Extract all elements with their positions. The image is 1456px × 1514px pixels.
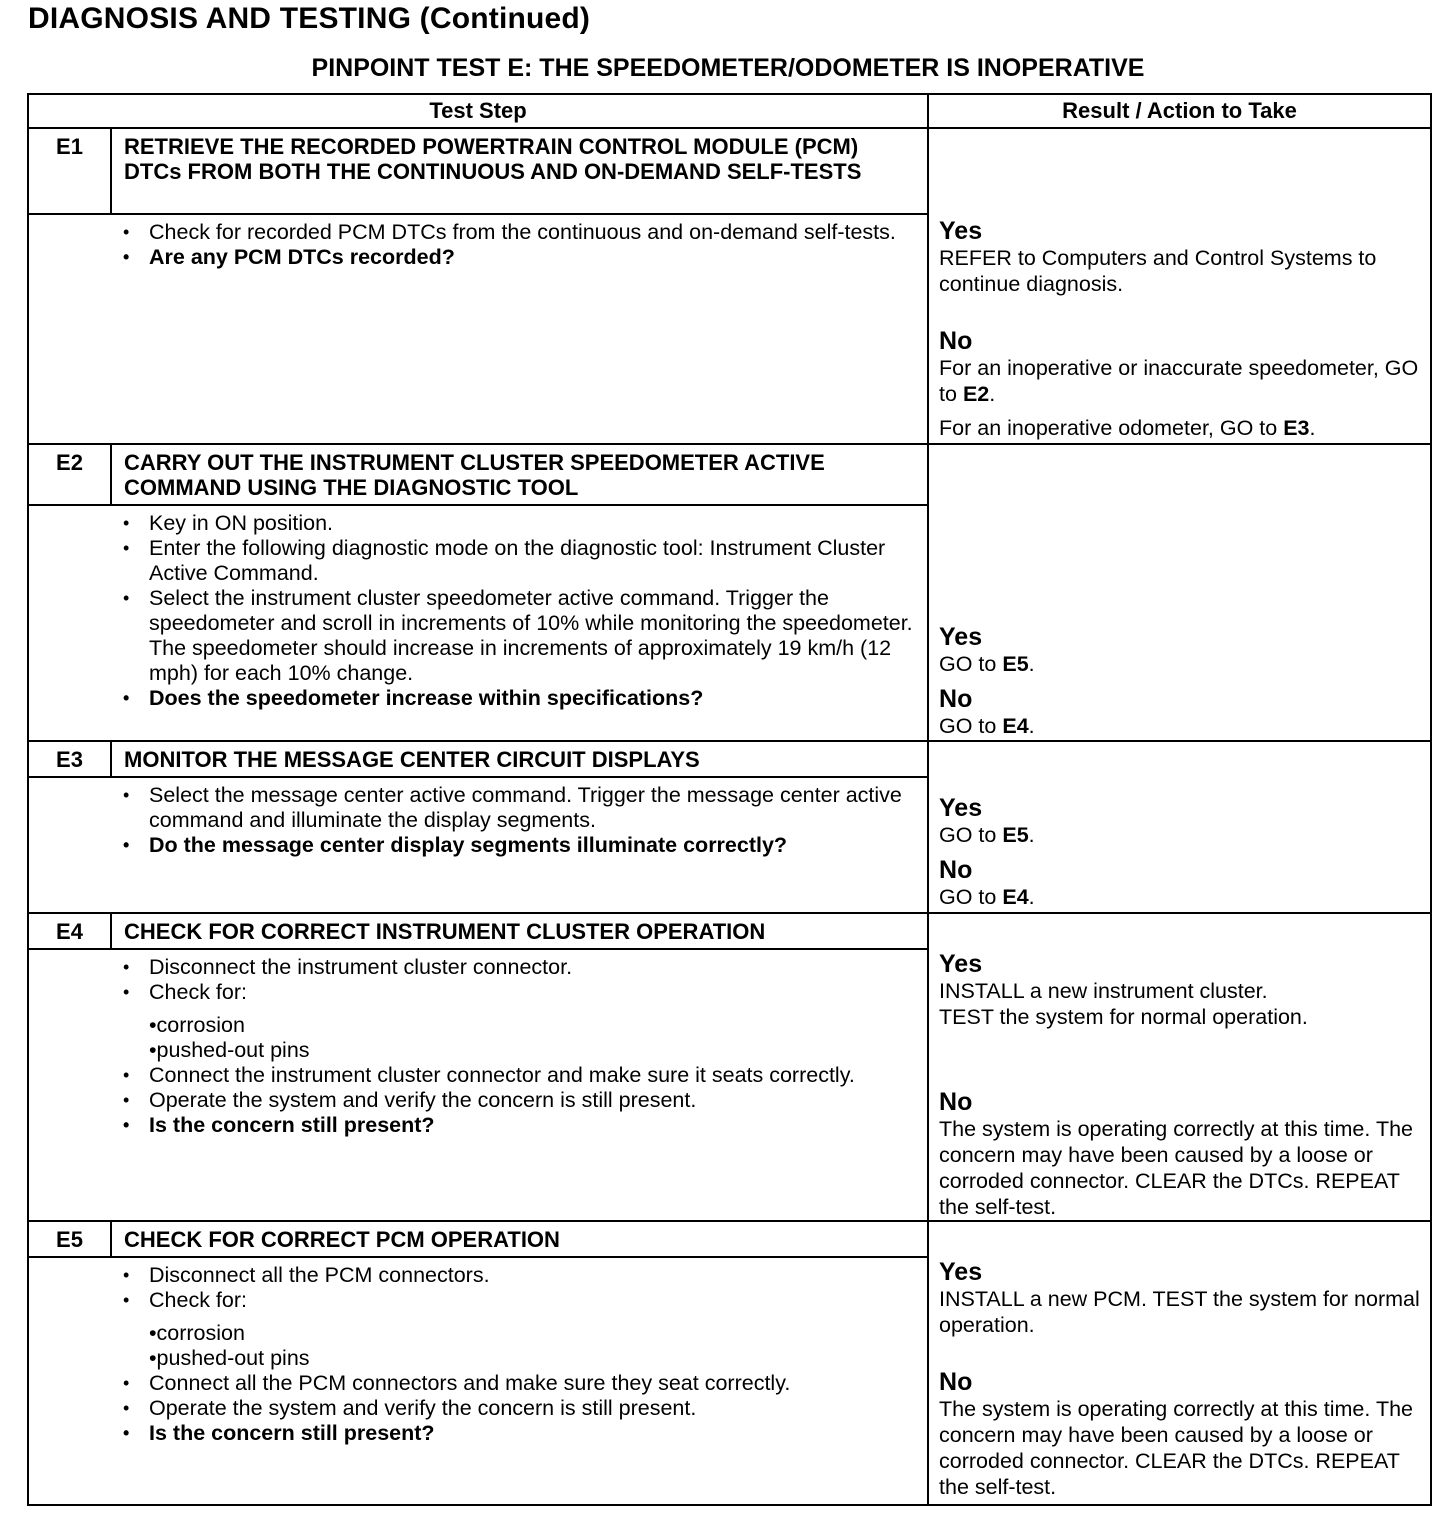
step-result	[928, 128, 1431, 444]
step-title-row	[28, 444, 1431, 505]
list-item: • Disconnect the instrument cluster connector.	[121, 955, 917, 980]
list-item: • Is the concern still present?	[121, 1421, 917, 1446]
no-action: For an inoperative odometer, GO to E3.	[939, 416, 1316, 440]
yes-action: GO to E5.	[939, 823, 1035, 847]
yes-label: Yes	[939, 794, 983, 822]
list-item: • pushed-out pins	[149, 1038, 917, 1063]
step-instructions	[111, 777, 928, 913]
yes-action: INSTALL a new instrument cluster.	[939, 979, 1268, 1003]
yes-label: Yes	[939, 950, 983, 978]
no-label: No	[939, 685, 973, 713]
step-result	[928, 1221, 1431, 1505]
page-title: DIAGNOSIS AND TESTING (Continued)	[28, 2, 591, 35]
step-instructions	[111, 214, 928, 444]
yes-action: INSTALL a new PCM. TEST the system for normal operation.	[939, 1287, 1420, 1337]
step-result	[928, 741, 1431, 913]
no-action: GO to E4.	[939, 885, 1035, 909]
pinpoint-test-table	[27, 93, 1432, 1506]
step-id: E3	[28, 741, 111, 777]
list-item: • Operate the system and verify the concern is still present.	[121, 1088, 917, 1113]
step-id: E4	[28, 913, 111, 949]
step-title: CHECK FOR CORRECT INSTRUMENT CLUSTER OPERATION	[111, 913, 928, 949]
list-item: • Check for: • corrosion • pushed-out pins	[121, 980, 917, 1063]
no-action: The system is operating correctly at this time. The concern may have been caused by a loose or corroded connector. CLEAR the DTCs. REPEAT the self-test.	[939, 1397, 1413, 1499]
test-step-header: Test Step	[28, 94, 928, 128]
no-label: No	[939, 1368, 973, 1396]
blank-cell	[28, 1257, 111, 1505]
no-label: No	[939, 856, 973, 884]
step-instructions	[111, 505, 928, 741]
step-id: E5	[28, 1221, 111, 1257]
step-title: MONITOR THE MESSAGE CENTER CIRCUIT DISPLAYS	[111, 741, 928, 777]
blank-cell	[28, 777, 111, 913]
list-item: • Key in ON position.	[121, 511, 917, 536]
yes-label: Yes	[939, 1258, 983, 1286]
no-label: No	[939, 327, 973, 355]
yes-action: GO to E5.	[939, 652, 1035, 676]
step-id: E1	[28, 128, 111, 214]
list-item: • Check for: • corrosion • pushed-out pins	[121, 1288, 917, 1371]
yes-label: Yes	[939, 217, 983, 245]
list-item: • Select the instrument cluster speedometer active command. Trigger the speedometer and scroll in increments of 10% while monitoring the speedometer. The speedometer should increase in increments of approximately 19 km/h (12 mph) for each 10% change.	[121, 586, 917, 686]
pinpoint-test-title: PINPOINT TEST E: THE SPEEDOMETER/ODOMETER IS INOPERATIVE	[311, 54, 1145, 82]
yes-label: Yes	[939, 623, 983, 651]
list-item: • corrosion	[149, 1013, 917, 1038]
check-for-list	[149, 1321, 917, 1371]
yes-action: TEST the system for normal operation.	[939, 1005, 1308, 1029]
list-item: • Operate the system and verify the concern is still present.	[121, 1396, 917, 1421]
no-action: The system is operating correctly at this time. The concern may have been caused by a loose or corroded connector. CLEAR the DTCs. REPEAT the self-test.	[939, 1117, 1413, 1219]
step-title-row	[28, 128, 1431, 214]
blank-cell	[28, 505, 111, 741]
result-header: Result / Action to Take	[928, 94, 1431, 128]
step-title: CHECK FOR CORRECT PCM OPERATION	[111, 1221, 928, 1257]
blank-cell	[28, 949, 111, 1221]
list-item: • Connect the instrument cluster connector and make sure it seats correctly.	[121, 1063, 917, 1088]
no-action: GO to E4.	[939, 714, 1035, 738]
step-result	[928, 444, 1431, 741]
step-id: E2	[28, 444, 111, 505]
no-action: For an inoperative or inaccurate speedometer, GO to E2.	[939, 356, 1419, 406]
list-item: • Is the concern still present?	[121, 1113, 917, 1138]
list-item: • Are any PCM DTCs recorded?	[121, 245, 917, 270]
step-instructions	[111, 949, 928, 1221]
step-title-row	[28, 1221, 1431, 1257]
list-item: • Does the speedometer increase within specifications?	[121, 686, 917, 711]
list-item: • Select the message center active command. Trigger the message center active command and illuminate the display segments.	[121, 783, 917, 833]
yes-action: REFER to Computers and Control Systems to continue diagnosis.	[939, 246, 1377, 296]
list-item: • Enter the following diagnostic mode on the diagnostic tool: Instrument Cluster Active Command.	[121, 536, 917, 586]
no-label: No	[939, 1088, 973, 1116]
list-item: • Check for recorded PCM DTCs from the continuous and on-demand self-tests.	[121, 220, 917, 245]
list-item: • corrosion	[149, 1321, 917, 1346]
step-instructions	[111, 1257, 928, 1505]
step-title-row	[28, 741, 1431, 777]
table-header-row	[28, 94, 1431, 128]
check-for-list	[149, 1013, 917, 1063]
list-item: • pushed-out pins	[149, 1346, 917, 1371]
list-item: • Do the message center display segments illuminate correctly?	[121, 833, 917, 858]
step-title-row	[28, 913, 1431, 949]
list-item: • Connect all the PCM connectors and make sure they seat correctly.	[121, 1371, 917, 1396]
blank-cell	[28, 214, 111, 444]
step-title: RETRIEVE THE RECORDED POWERTRAIN CONTROL MODULE (PCM) DTCs FROM BOTH THE CONTINUOUS AND ON-DEMAND SELF-TESTS	[111, 128, 928, 214]
step-result	[928, 913, 1431, 1221]
list-item: • Disconnect all the PCM connectors.	[121, 1263, 917, 1288]
step-title: CARRY OUT THE INSTRUMENT CLUSTER SPEEDOMETER ACTIVE COMMAND USING THE DIAGNOSTIC TOOL	[111, 444, 928, 505]
